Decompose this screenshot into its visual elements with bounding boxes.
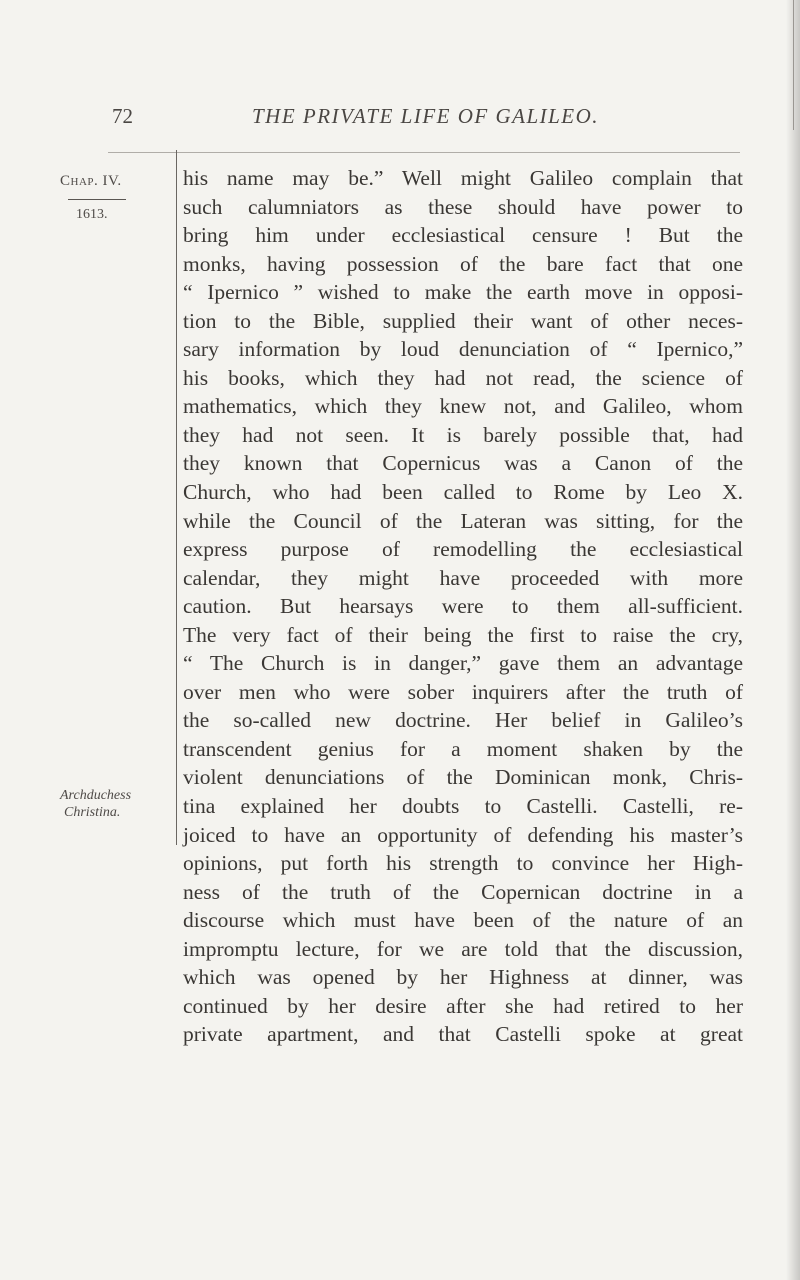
text-line: sary information by loud denunciation of “ Ipernico,” (183, 337, 743, 362)
text-line: “ The Church is in danger,” gave them an advantage (183, 651, 743, 676)
margin-rule (176, 150, 177, 845)
year-marker: 1613. (76, 207, 108, 222)
text-line: joiced to have an opportunity of defending his master’s (183, 822, 743, 847)
text-line: while the Council of the Lateran was sitting, for the (183, 508, 743, 533)
text-line: transcendent genius for a moment shaken by the (183, 736, 743, 761)
text-line: the so-called new doctrine. Her belief in Galileo’s (183, 708, 743, 733)
running-header (112, 104, 732, 134)
page-edge-shadow (786, 0, 800, 1280)
sidenote-line: Archduchess (60, 788, 132, 803)
page-number: 72 (112, 104, 133, 128)
text-line: over men who were sober inquirers after the truth of (183, 679, 743, 704)
text-line: his name may be.” Well might Galileo complain that (183, 166, 743, 190)
year-rule (68, 199, 126, 200)
page-edge-line (793, 0, 794, 130)
text-line: they known that Copernicus was a Canon of the (183, 451, 743, 476)
text-line: The very fact of their being the first to raise the cry, (183, 622, 743, 647)
chapter-marker: Chap. IV. (60, 173, 122, 189)
text-line: his books, which they had not read, the science of (183, 365, 743, 390)
text-line: mathematics, which they knew not, and Galileo, whom (183, 394, 743, 419)
text-line: “ Ipernico ” wished to make the earth move in opposi- (183, 280, 743, 305)
text-line: caution. But hearsays were to them all-sufficient. (183, 594, 743, 619)
sidenote-line: Christina. (64, 805, 121, 820)
text-line: calendar, they might have proceeded with more (183, 565, 743, 590)
text-line: bring him under ecclesiastical censure ! But the (183, 223, 743, 248)
text-line: which was opened by her Highness at dinner, was (183, 965, 743, 990)
running-title: THE PRIVATE LIFE OF GALILEO. (252, 104, 600, 128)
text-line: continued by her desire after she had retired to her (183, 993, 743, 1018)
text-line: tina explained her doubts to Castelli. Castelli, re- (183, 794, 743, 819)
text-line: express purpose of remodelling the ecclesiastical (183, 537, 743, 562)
text-line: opinions, put forth his strength to convince her High- (183, 851, 743, 876)
text-line: violent denunciations of the Dominican monk, Chris- (183, 765, 743, 790)
text-line: monks, having possession of the bare fact that one (183, 251, 743, 276)
sidenote-archduchess (60, 787, 170, 821)
text-line: Church, who had been called to Rome by Leo X. (183, 480, 743, 505)
body-text (183, 164, 743, 1049)
text-line: ness of the truth of the Copernican doctrine in a (183, 879, 743, 904)
text-line: impromptu lecture, for we are told that the discussion, (183, 936, 743, 961)
text-line: such calumniators as these should have power to (183, 194, 743, 219)
header-rule (108, 152, 740, 153)
text-line: private apartment, and that Castelli spoke at great (183, 1022, 743, 1047)
text-line: they had not seen. It is barely possible that, had (183, 422, 743, 447)
text-line: discourse which must have been of the nature of an (183, 908, 743, 933)
text-line: tion to the Bible, supplied their want of other neces- (183, 308, 743, 333)
